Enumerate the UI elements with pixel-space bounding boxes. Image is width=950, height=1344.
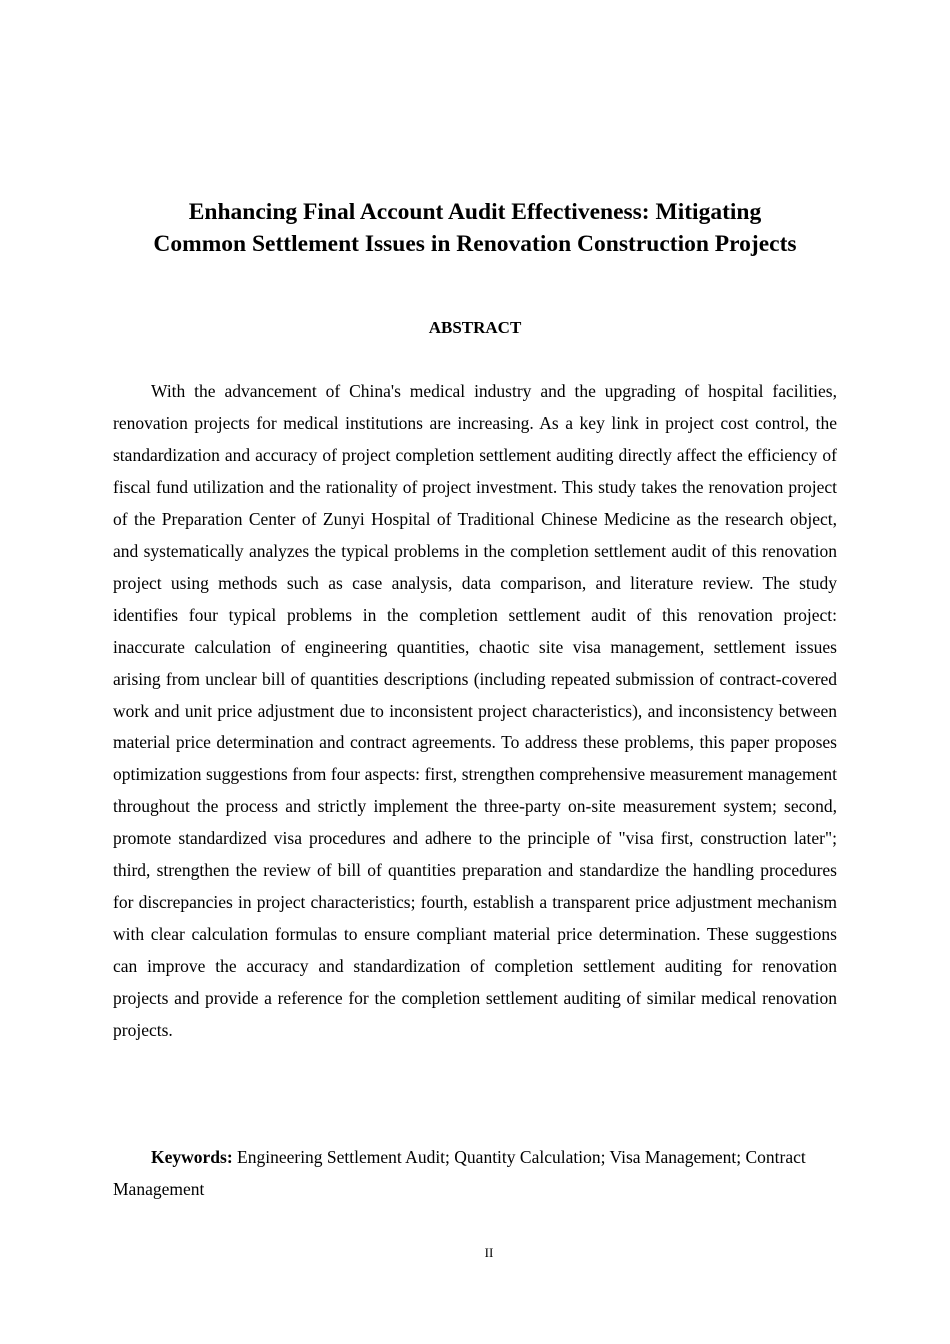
paper-title-line-1: Enhancing Final Account Audit Effectiveness: Mitigating [188, 199, 762, 225]
keywords-label: Keywords: [151, 1147, 233, 1167]
keywords-text: Engineering Settlement Audit; Quantity Calculation; Visa Management; Contract Management [113, 1147, 806, 1199]
abstract-body: With the advancement of China's medical industry and the upgrading of hospital facilities, renovation projects for medical institutions are increasing. As a key link in project cost control, the standardization and accuracy of project completion settlement auditing directly affect the efficiency of fiscal fund utilization and the rationality of project investment. This study takes the renovation project of the Preparation Center of Zunyi Hospital of Traditional Chinese Medicine as the research object, and systematically analyzes the typical problems in the completion settlement audit of this renovation project using methods such as case analysis, data comparison, and literature review. The study identifies four typical problems in the completion settlement audit of this renovation project: inaccurate calculation of engineering quantities, chaotic site visa management, settlement issues arising from unclear bill of quantities descriptions (including repeated submission of contract-covered work and unit price adjustment due to inconsistent project characteristics), and inconsistency between material price determination and contract agreements. To address these problems, this paper proposes optimization suggestions from four aspects: first, strengthen comprehensive measurement management throughout the process and strictly implement the three-party on-site measurement system; second, promote standardized visa procedures and adhere to the principle of "visa first, construction later"; third, strengthen the review of bill of quantities preparation and standardize the handling procedures for discrepancies in project characteristics; fourth, establish a transparent price adjustment mechanism with clear calculation formulas to ensure compliant material price determination. These suggestions can improve the accuracy and standardization of completion settlement auditing for renovation projects and provide a reference for the completion settlement auditing of similar medical renovation projects. [113, 381, 837, 1041]
paper-title-line-2: Common Settlement Issues in Renovation Construction Projects [153, 231, 797, 257]
keywords-paragraph [113, 1142, 837, 1206]
page-number: II [484, 1245, 494, 1260]
abstract-heading: ABSTRACT [428, 318, 522, 337]
paper-title [100, 196, 850, 260]
